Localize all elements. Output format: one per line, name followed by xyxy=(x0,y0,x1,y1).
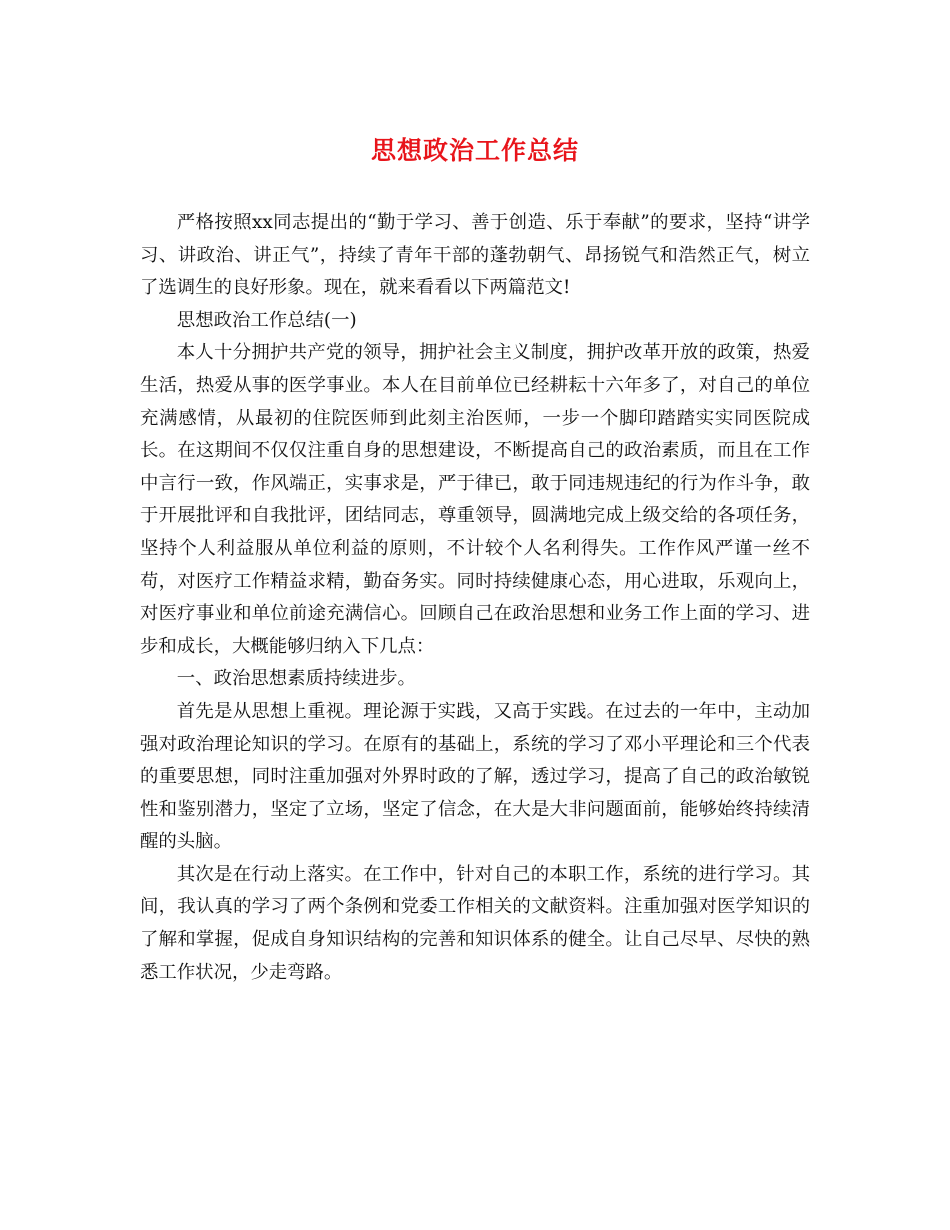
document-body xyxy=(140,207,810,989)
paragraph-action: 其次是在行动上落实。在工作中，针对自己的本职工作，系统的进行学习。其间，我认真的学习了两个条例和党委工作相关的文献资料。注重加强对医学知识的了解和掌握，促成自身知识结构的完善和知识体系的健全。让自己尽早、尽快的熟悉工作状况，少走弯路。 xyxy=(140,863,810,983)
paragraph-thought: 首先是从思想上重视。理论源于实践，又高于实践。在过去的一年中，主动加强对政治理论知识的学习。在原有的基础上，系统的学习了邓小平理论和三个代表的重要思想，同时注重加强对外界时政的了解，透过学习，提高了自己的政治敏锐性和鉴别潜力，坚定了立场，坚定了信念，在大是大非问题面前，能够始终持续清醒的头脑。 xyxy=(140,700,810,853)
paragraph-subtitle: 思想政治工作总结(一) xyxy=(176,309,357,331)
document-title: 思想政治工作总结 xyxy=(370,136,579,165)
paragraph-intro: 严格按照xx同志提出的“勤于学习、善于创造、乐于奉献”的要求，坚持“讲学习、讲政治、讲正气”，持续了青年干部的蓬勃朝气、昂扬锐气和浩然正气，树立了选调生的良好形象。现在，就来看看以下两篇范文! xyxy=(140,212,810,299)
paragraph-section-heading: 一、政治思想素质持续进步。 xyxy=(176,668,416,690)
paragraph-self-assessment: 本人十分拥护共产党的领导，拥护社会主义制度，拥护改革开放的政策，热爱生活，热爱从事的医学事业。本人在目前单位已经耕耘十六年多了，对自己的单位充满感情，从最初的住院医师到此刻主治医师，一步一个脚印踏踏实实同医院成长。在这期间不仅仅注重自身的思想建设，不断提高自己的政治素质，而且在工作中言行一致，作风端正，实事求是，严于律已，敢于同违规违纪的行为作斗争，敢于开展批评和自我批评，团结同志，尊重领导，圆满地完成上级交给的各项任务，坚持个人利益服从单位利益的原则，不计较个人名利得失。工作作风严谨一丝不苟，对医疗工作精益求精，勤奋务实。同时持续健康心态，用心进取，乐观向上，对医疗事业和单位前途充满信心。回顾自己在政治思想和业务工作上面的学习、进步和成长，大概能够归纳入下几点： xyxy=(140,342,810,657)
